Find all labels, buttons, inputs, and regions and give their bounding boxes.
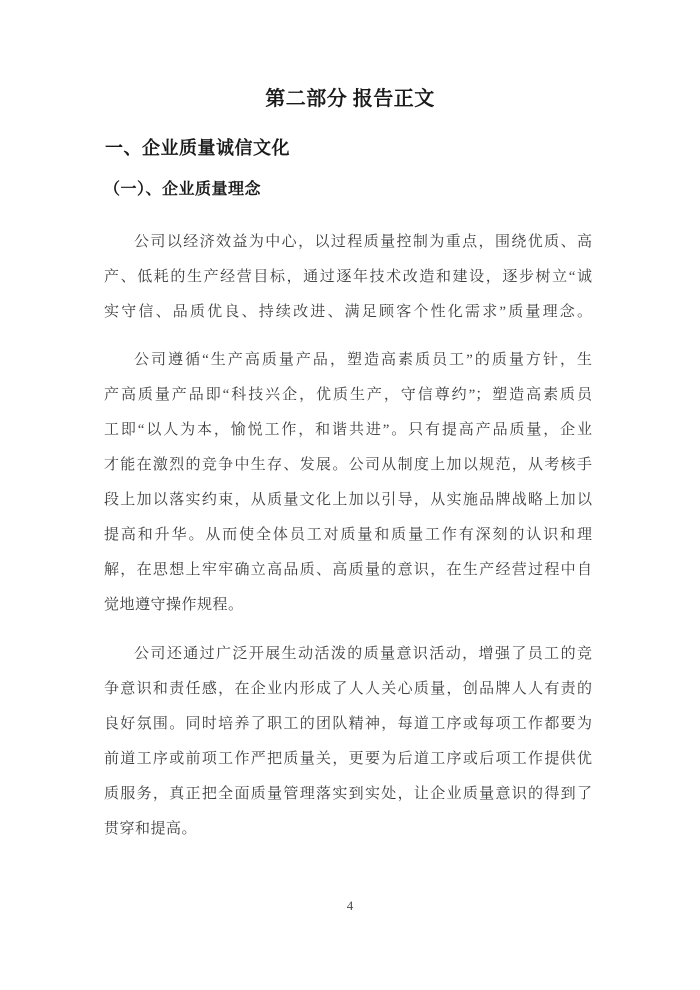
paragraph (104, 225, 592, 330)
paragraph-line: 提高和升华。从而使全体员工对质量和质量工作有深刻的认识和理 (104, 527, 592, 543)
paragraph-line: 实守信、品质优良、持续改进、满足顾客个性化需求”质量理念。 (104, 304, 592, 320)
paragraph-line: 段上加以落实约束，从质量文化上加以引导，从实施品牌战略上加以 (104, 492, 592, 508)
paragraph-line: 公司以经济效益为中心，以过程质量控制为重点，围绕优质、高 (134, 234, 592, 250)
chapter-heading: 一、企业质量诚信文化 (105, 138, 290, 158)
sub-heading: （一）、企业质量理念 (104, 181, 262, 198)
paragraph-line: 产高质量产品即“科技兴企，优质生产，守信尊约”；塑造高素质员 (104, 387, 592, 403)
paragraph-line: 工即“以人为本，愉悦工作，和谐共进”。只有提高产品质量，企业 (104, 422, 592, 438)
page-number: 4 (346, 898, 354, 913)
body-text (104, 225, 592, 860)
paragraph-line: 良好氛围。同时培养了职工的团队精神，每道工序或每项工作都要为 (104, 716, 592, 732)
paragraph-line: 才能在激烈的竞争中生存、发展。公司从制度上加以规范，从考核手 (104, 457, 592, 473)
section-title: 第二部分 报告正文 (265, 88, 435, 110)
paragraph-line: 觉地遵守操作规程。 (104, 597, 244, 613)
paragraph-line: 公司还通过广泛开展生动活泼的质量意识活动，增强了员工的竞 (134, 646, 592, 662)
paragraph-line: 公司遵循“生产高质量产品，塑造高素质员工”的质量方针，生 (134, 352, 592, 368)
paragraph-line: 解，在思想上牢牢确立高品质、高质量的意识，在生产经营过程中自 (104, 562, 592, 578)
paragraph-line: 产、低耗的生产经营目标，通过逐年技术改造和建设，逐步树立“诚 (104, 269, 592, 285)
paragraph-line: 前道工序或前项工作严把质量关，更要为后道工序或后项工作提供优 (104, 751, 592, 767)
paragraph-line: 争意识和责任感，在企业内形成了人人关心质量，创品牌人人有责的 (104, 681, 592, 697)
paragraph (104, 343, 592, 623)
paragraph (104, 637, 592, 847)
paragraph-line: 贯穿和提高。 (104, 821, 198, 837)
paragraph-line: 质服务，真正把全面质量管理落实到实处，让企业质量意识的得到了 (104, 786, 592, 802)
